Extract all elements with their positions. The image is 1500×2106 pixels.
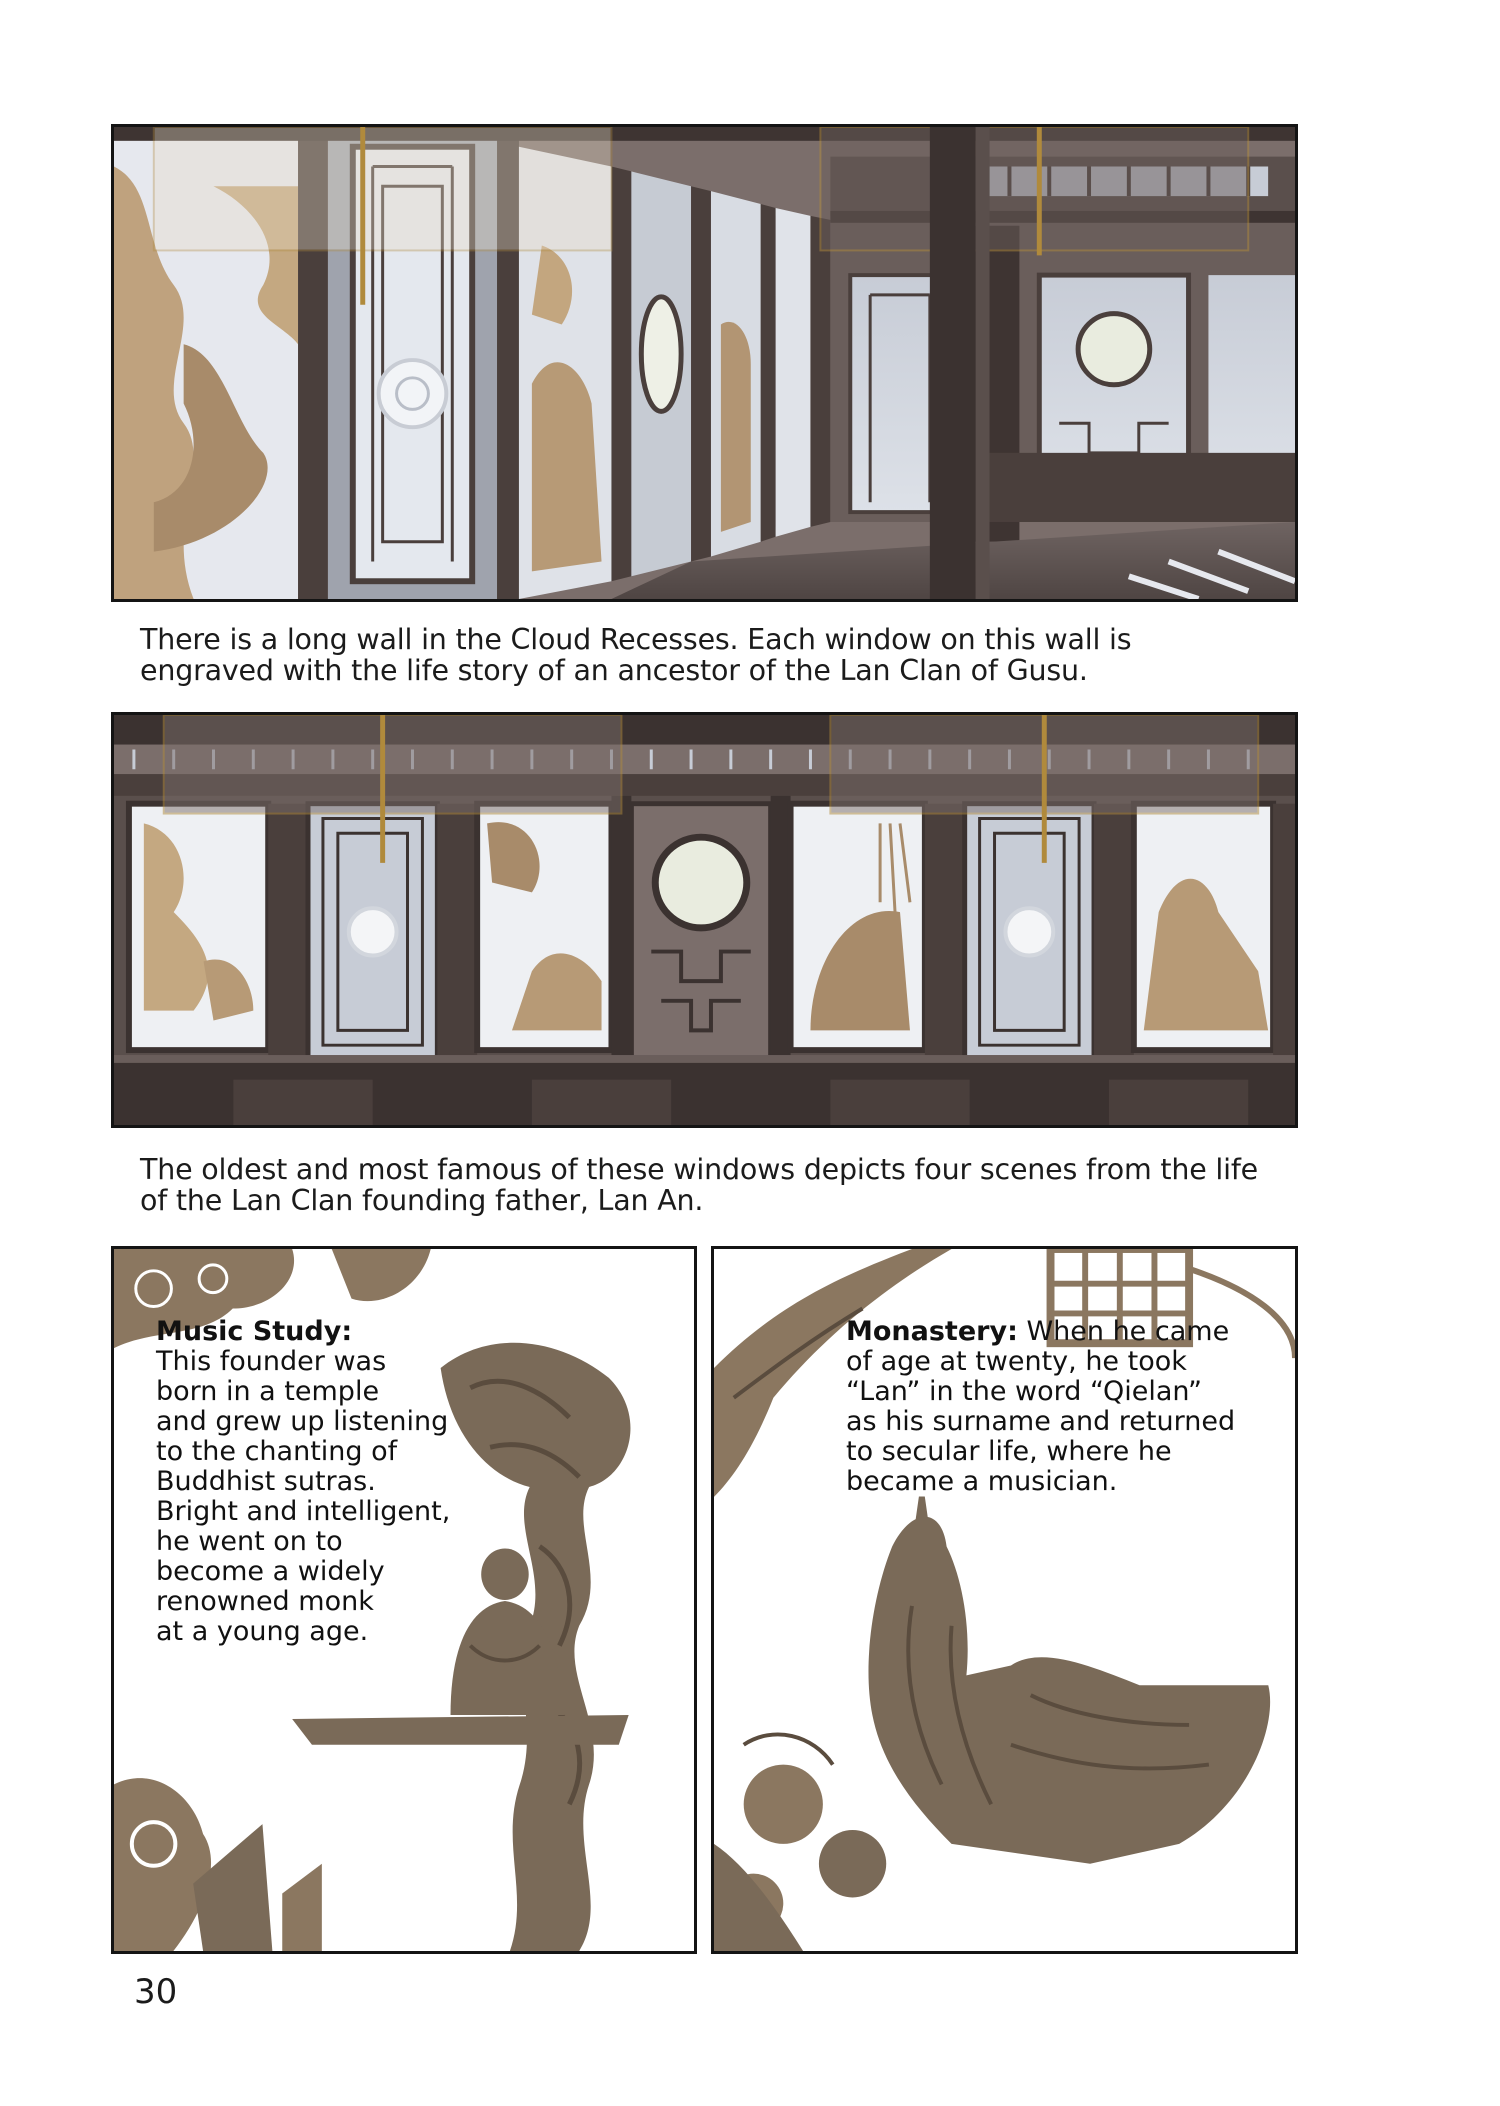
monastery-body: When he came of age at twenty, he took “Lan” in the word “Qielan” as his surname and returned to secular life, where he became a musician. bbox=[846, 1316, 1236, 1497]
monastery-text bbox=[846, 1317, 1235, 1497]
page-number: 30 bbox=[134, 1972, 178, 2012]
corridor-illustration bbox=[114, 127, 1295, 599]
panel-music-study bbox=[111, 1246, 697, 1954]
music-study-text bbox=[156, 1317, 450, 1647]
music-study-heading: Music Study: bbox=[156, 1316, 353, 1347]
wall-windows-illustration bbox=[114, 715, 1295, 1125]
panel-corridor-perspective bbox=[111, 124, 1298, 602]
panel-wall-frontal bbox=[111, 712, 1298, 1128]
caption-long-wall: There is a long wall in the Cloud Recesses. Each window on this wall is engraved with the life story of an ancestor of the Lan Clan of Gusu. bbox=[140, 623, 1132, 687]
panel-monastery bbox=[711, 1246, 1298, 1954]
music-study-body: This founder was born in a temple and grew up listening to the chanting of Buddhist sutras. Bright and intelligent, he went on to become a widely renowned monk at a young age. bbox=[156, 1346, 451, 1647]
caption-oldest-window: The oldest and most famous of these windows depicts four scenes from the life of the Lan Clan founding father, Lan An. bbox=[140, 1153, 1259, 1217]
monastery-heading: Monastery: bbox=[846, 1316, 1018, 1347]
